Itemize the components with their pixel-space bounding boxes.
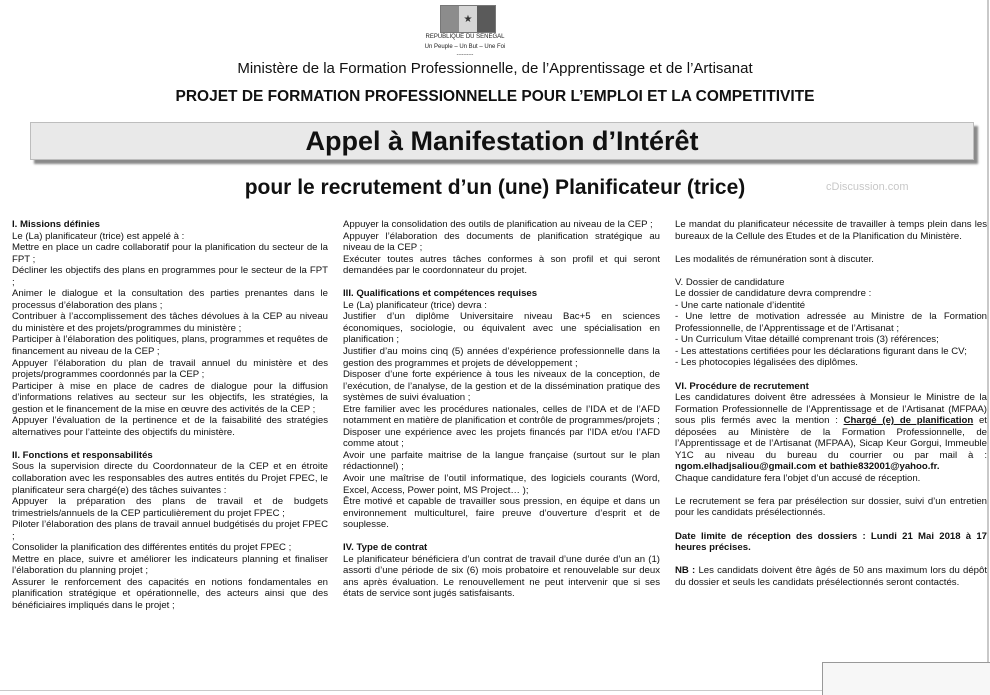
contact-emails: ngom.elhadjsaliou@gmail.com et bathie832001@yahoo.fr. [675, 461, 940, 473]
list-item: Disposer d’une forte expérience à tous les niveaux de la conception, de l’exécution, de l’analyse, de la gestion et de la dissémination pratique des systèmes de suivi évaluation ; [343, 369, 660, 404]
list-item: - Une carte nationale d’identité [675, 299, 806, 311]
corner-overlay [822, 662, 990, 695]
list-item: - Un Curriculum Vitae détaillé comprenant trois (3) références; [675, 334, 939, 346]
list-item: Être motivé et capable de travailler sous pression, en équipe et dans un environnement multiculturel, faire preuve d’ouverture d’esprit et de souplesse. [343, 496, 660, 531]
list-item: Appuyer l’élaboration du plan de travail annuel du ministère et des projets/programmes coordonnés par la CEP ; [12, 357, 328, 381]
paragraph: Les modalités de rémunération sont à discuter. [675, 253, 874, 265]
column-right [675, 219, 987, 588]
mention-label: Chargé (e) de planification [843, 415, 974, 427]
list-item: Mettre en place, suivre et améliorer les indicateurs planning et finaliser l’élaboration du planning projet ; [12, 553, 328, 577]
paragraph: Le planificateur bénéficiera d’un contrat de travail d’une durée d’un an (1) assorti d’une période de six (6) mois probatoire et renouvelable sur deux ans après évaluation. Le renouvellement ne peut intervenir que si ses états de service sont jugés satisfaisants. [343, 553, 660, 600]
list-item: Appuyer la consolidation des outils de planification au niveau de la CEP ; [343, 219, 653, 230]
list-item: Etre familier avec les procédures nationales, celles de l’IDA et de l’AFD notamment en matière de planification et contrôle de programmes/projets ; [343, 403, 660, 427]
list-item: Appuyer l’élaboration des documents de planification stratégique au niveau de la CEP ; [343, 230, 660, 254]
title-banner [30, 122, 974, 160]
procedure-text: Les candidatures doivent être adressées à Monsieur le Ministre de la Formation Professionnelle de l’Apprentissage et de l’Artisanat (MFPAA) sous plis fermés avec la mention : [675, 392, 987, 427]
list-item: - Les attestations certifiées pour les déclarations figurant dans le CV; [675, 345, 967, 357]
project-name: PROJET DE FORMATION PROFESSIONNELLE POUR L’EMPLOI ET LA COMPETITIVITE [175, 88, 815, 105]
list-item: Décliner les objectifs des plans en programmes pour le secteur de la FPT ; [12, 265, 328, 288]
list-item: Contribuer à l’accomplissement des tâches dévolues à la CEP au niveau du ministère et des projets/programmes du ministère ; [12, 311, 328, 334]
motto-separator: ---------- [456, 52, 474, 58]
senegal-flag-icon: ★ [440, 5, 496, 33]
paragraph: Le mandat du planificateur nécessite de travailler à temps plein dans les bureaux de la Cellule des Etudes et de la Planification du Ministère. [675, 219, 987, 242]
list-item: Assurer le renforcement des capacités en notions fondamentales en planification stratégique et opérationnelle, des acteurs ainsi que des bénéficiaires impliqués dans le projet ; [12, 576, 328, 611]
republic-label: REPUBLIQUE DU SENEGAL [425, 34, 505, 40]
list-item: Participer à mise en place de cadres de dialogue pour la diffusion d’informations relatives au secteur sur les objectifs, les stratégies, la gestion et le financement de la mise en œuvre des activités de la CEP ; [12, 380, 328, 415]
list-item: Justifier d’un diplôme Universitaire niveau Bac+5 en sciences économiques, sociologie, ou équivalent avec une spécialisation en planification ; [343, 311, 660, 346]
paragraph: Le (La) planificateur (trice) est appelé à : [12, 230, 185, 242]
list-item: Piloter l’élaboration des plans de travail annuel budgétisés du projet FPEC ; [12, 519, 328, 542]
list-item: Participer à l’élaboration des politiques, plans, programmes et requêtes de financement au niveau de la CEP ; [12, 334, 328, 358]
list-item: Justifier d’au moins cinq (5) années d’expérience professionnelle dans la gestion des programmes et projets de développement ; [343, 345, 660, 369]
section-heading: VI. Procédure de recrutement [675, 380, 809, 392]
list-item: - Les photocopies légalisées des diplômes. [675, 357, 858, 369]
page-subtitle: pour le recrutement d’un (une) Planificateur (trice) [244, 176, 746, 199]
watermark: cDiscussion.com [826, 181, 909, 193]
column-left [12, 219, 328, 612]
deadline: Date limite de réception des dossiers : Lundi 21 Mai 2018 à 17 heures précises. [675, 530, 987, 554]
paragraph: Le dossier de candidature devra comprendre : [675, 288, 872, 300]
paragraph: Chaque candidature fera l’objet d’un accusé de réception. [675, 472, 921, 484]
section-heading: IV. Type de contrat [343, 542, 428, 554]
section-heading: I. Missions définies [12, 219, 100, 230]
list-item: - Une lettre de motivation adressée au Ministre de la Formation Professionnelle, de l’Apprentissage et de l’Artisanat ; [675, 311, 987, 334]
nb-text: Les candidats doivent être âgés de 50 ans maximum lors du dépôt du dossier et seuls les candidats présélectionnés seront contactés. [675, 565, 987, 588]
list-item: Avoir une maîtrise de l’outil informatique, des logiciels courants (Word, Excel, Access, Power point, MS Project… ); [343, 472, 660, 496]
ministry-name: Ministère de la Formation Professionnelle, de l’Apprentissage et de l’Artisanat [237, 60, 753, 77]
list-item: Appuyer la préparation des plans de travail et de budgets trimestriels/annuels de la CEP particulièrement du projet FPEC ; [12, 496, 328, 519]
section-heading: II. Fonctions et responsabilités [12, 449, 153, 461]
list-item: Avoir une parfaite maitrise de la langue française (surtout sur le plan rédactionnel) ; [343, 449, 660, 473]
page-border-right [987, 0, 989, 694]
list-item: Disposer une expérience avec les projets financés par l’IDA et/ou l’AFD comme atout ; [343, 426, 660, 450]
list-item: Appuyer l’évaluation de la pertinence et de la faisabilité des stratégies alternatives pour l’atteinte des objectifs du ministère. [12, 415, 328, 438]
column-middle [343, 219, 660, 600]
paragraph [675, 392, 987, 473]
section-heading: III. Qualifications et compétences requises [343, 288, 538, 300]
section-heading: V. Dossier de candidature [675, 276, 785, 288]
nb-label: NB : [675, 565, 696, 577]
page-title: Appel à Manifestation d’Intérêt [305, 125, 699, 156]
national-motto: Un Peuple – Un But – Une Foi [424, 44, 506, 50]
list-item: Animer le dialogue et la consultation des parties prenantes dans le processus d’élaboration des plans ; [12, 288, 328, 311]
list-item: Consolider la planification des différentes entités du projet FPEC ; [12, 542, 292, 554]
list-item: Mettre en place un cadre collaboratif pour la planification du secteur de la FPT ; [12, 242, 328, 265]
paragraph: Le recrutement se fera par présélection sur dossier, suivi d’un entretien pour les candidats présélectionnés. [675, 495, 987, 519]
paragraph: Sous la supervision directe du Coordonnateur de la CEP et en étroite collaboration avec les responsables des autres entités du Projet FPEC, le planificateur sera chargé(e) des tâches suivantes : [12, 461, 328, 496]
paragraph [675, 565, 987, 588]
paragraph: Le (La) planificateur (trice) devra : [343, 299, 487, 311]
list-item: Exécuter toutes autres tâches conformes à son profil et qui seront demandées par le coordonnateur du projet. [343, 253, 660, 277]
procedure-address: et déposées au Ministère de la Formation Professionnelle, de l’Apprentissage et de l’Artisanat (MFPAA), Sicap Keur Gorgui, Immeuble Y1C au niveau du bureau du courrier ou par mail à : [675, 415, 987, 461]
